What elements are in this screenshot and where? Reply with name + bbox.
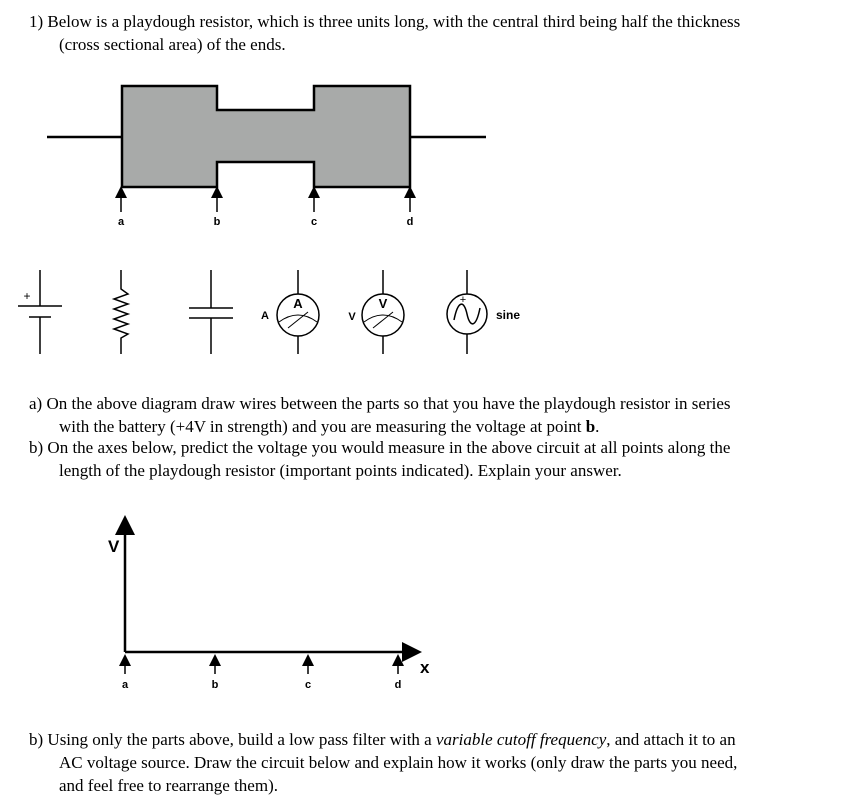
voltmeter-symbol [348, 270, 404, 354]
part-c-line-1: b) Using only the parts above, build a low pass filter with a variable cutoff frequency, and attach it to an [29, 730, 736, 749]
graph-point-label-d: d [394, 679, 402, 691]
battery-plus-sign: + [23, 289, 31, 303]
point-label-d: d [406, 216, 414, 228]
ammeter-meter-letter: A [293, 296, 303, 311]
question-1-line-2: (cross sectional area) of the ends. [59, 35, 286, 54]
part-c-text [29, 728, 844, 797]
graph-y-axis-label: V [108, 537, 120, 556]
graph-point-label-b: b [211, 679, 219, 691]
ac-source-plus-sign: + [459, 294, 467, 306]
part-b-line-2: length of the playdough resistor (important points indicated). Explain your answer. [59, 461, 622, 480]
graph-point-marker-d [395, 660, 402, 691]
part-b-text [29, 436, 844, 482]
part-b-line-1: b) On the axes below, predict the voltage you would measure in the above circuit at all points along the [29, 438, 731, 457]
voltage-graph [108, 525, 430, 691]
graph-point-label-a: a [121, 679, 129, 691]
playdough-resistor [47, 86, 486, 187]
question-1-line-1: 1) Below is a playdough resistor, which is three units long, with the central third being half the thickness [29, 12, 741, 31]
ammeter-label: A [261, 310, 269, 322]
part-a-line-2: with the battery (+4V in strength) and you are measuring the voltage at point b. [59, 417, 600, 436]
part-c-line-3: and feel free to rearrange them). [59, 776, 278, 795]
graph-point-label-c: c [304, 679, 312, 691]
part-a-text [29, 392, 844, 438]
part-a-line-1: a) On the above diagram draw wires between the parts so that you have the playdough resistor in series [29, 394, 731, 413]
ac-sine-source-symbol [447, 270, 520, 354]
point-marker-c [311, 192, 317, 228]
point-marker-b [214, 192, 221, 228]
battery-symbol [18, 270, 62, 354]
point-label-a: a [117, 216, 125, 228]
part-c-line-2: AC voltage source. Draw the circuit below and explain how it works (only draw the parts you need, [59, 753, 738, 772]
point-marker-d [407, 192, 414, 228]
resistor-symbol [114, 270, 128, 354]
graph-point-marker-a [122, 660, 129, 691]
voltmeter-label: V [348, 311, 356, 323]
ac-source-label: sine [496, 308, 521, 322]
capacitor-symbol [189, 270, 233, 354]
ammeter-symbol [261, 270, 319, 354]
point-marker-a [118, 192, 125, 228]
resistor-point-markers [118, 192, 413, 228]
part-a-bold-point: b [585, 417, 596, 436]
graph-x-axis-label: x [420, 658, 430, 677]
point-label-c: c [310, 216, 318, 228]
graph-point-marker-b [212, 660, 219, 691]
point-label-b: b [213, 216, 221, 228]
resistor-body [122, 86, 410, 187]
voltmeter-meter-letter: V [378, 296, 388, 311]
graph-point-marker-c [305, 660, 311, 691]
part-c-italic-phrase: variable cutoff frequency [435, 730, 607, 749]
